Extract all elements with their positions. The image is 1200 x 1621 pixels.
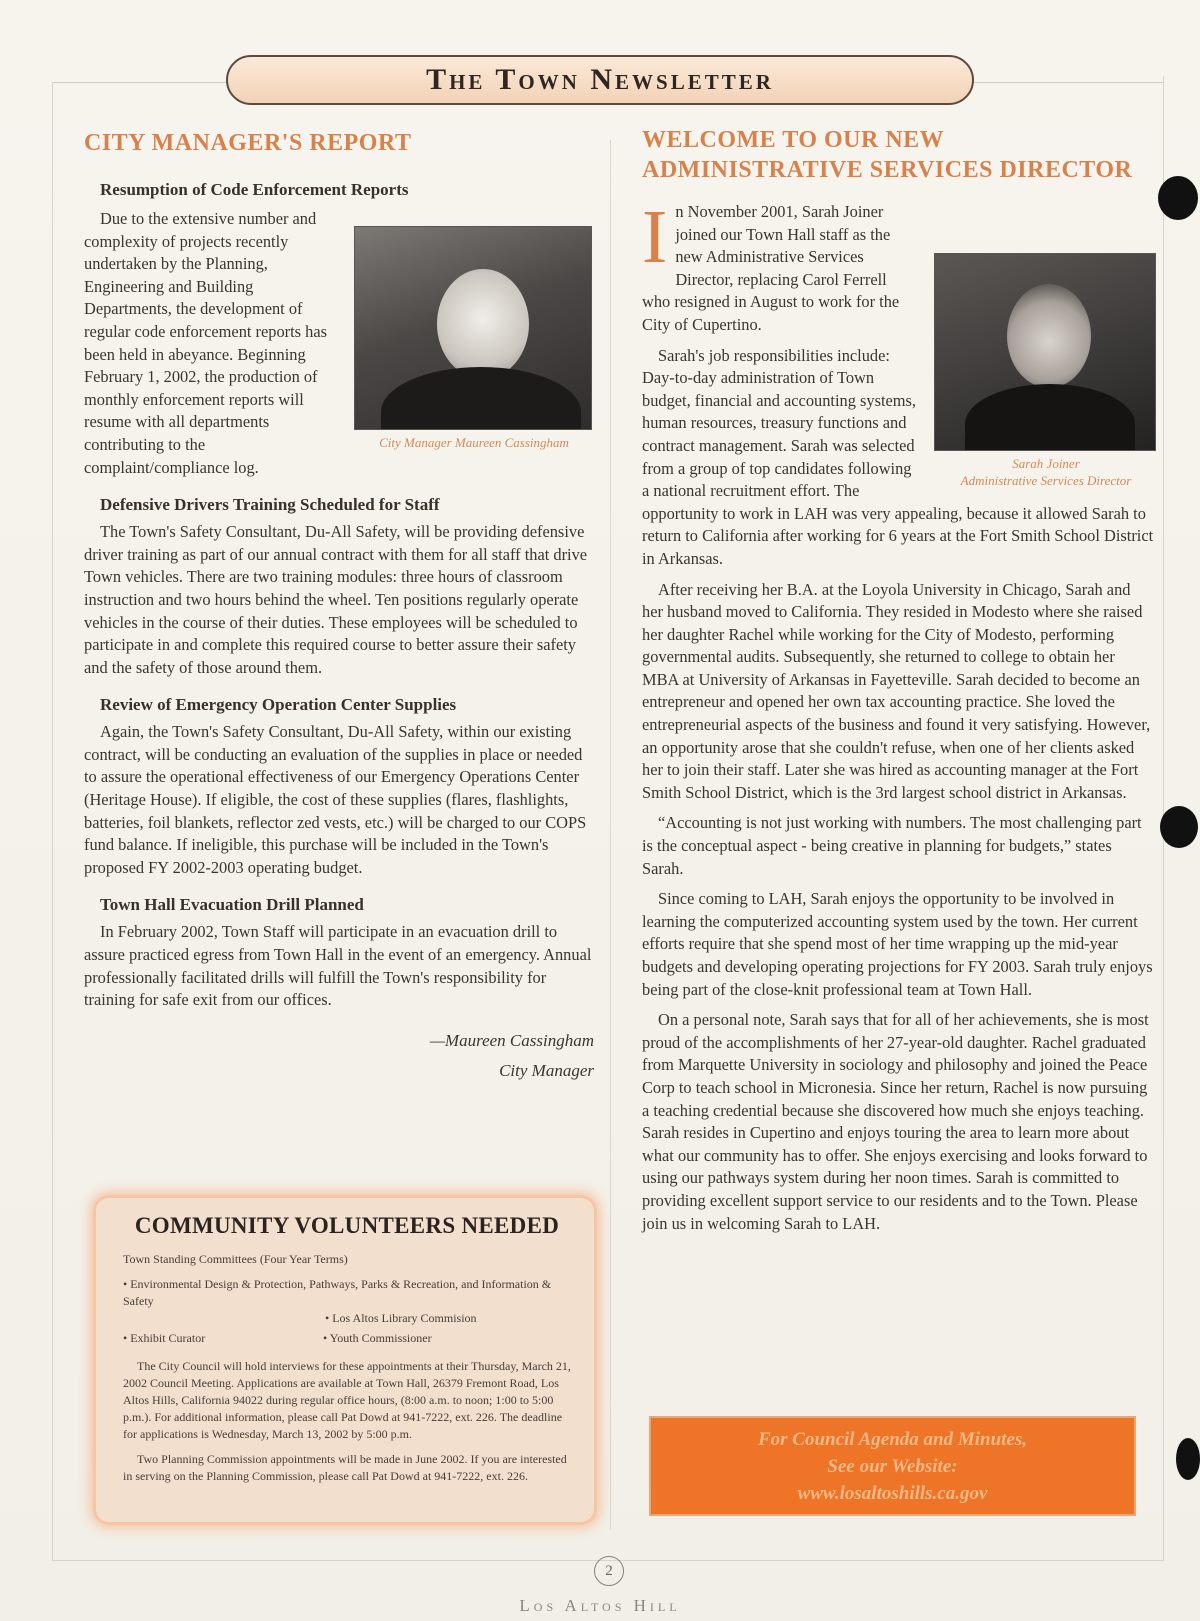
section-text: In February 2002, Town Staff will participate in an evacuation drill to assure practiced egress from Town Hall in the event of an emergency. Annual professionally facilitated drills will fulfill the Town's responsibility for training for safe exit from our offices.	[84, 922, 592, 1010]
list-item-text: Los Altos Library Commision	[332, 1311, 477, 1325]
footer-text: Los Altos Hill	[519, 1596, 681, 1615]
drop-cap: I	[642, 195, 668, 279]
portrait-face	[437, 269, 529, 379]
website-callout	[649, 1416, 1136, 1516]
city-manager-photo	[354, 226, 592, 430]
list-item: • Los Altos Library Commision	[325, 1311, 477, 1325]
welcome-paragraph: Sarah's job responsibilities include: Day-to-day administration of Town budget, financial and accounting systems, human resources, treasury functions and contract management. Sarah was selected from a group of top candidates following a national recruitment effort. The opportunity to work in LAH was very appealing, because it allowed Sarah to return to California after working for 6 years at the Fort Smith School District in Arkansas.	[642, 345, 1154, 568]
portrait-shoulders	[381, 367, 581, 430]
photo-caption-name: Sarah Joiner	[1012, 456, 1080, 471]
section-heading: Defensive Drivers Training Scheduled for Staff	[100, 495, 440, 515]
welcome-title-line1: WELCOME TO OUR NEW	[642, 127, 945, 153]
page-number: 2	[594, 1556, 624, 1586]
welcome-paragraph: n November 2001, Sarah Joiner joined our Town Hall staff as the new Administrative Services Director, replacing Carol Ferrell who resigned in August to work for the City of Cupertino.	[642, 202, 900, 334]
director-photo	[934, 253, 1156, 451]
section-heading: Review of Emergency Operation Center Supplies	[100, 695, 457, 715]
list-item-text: Youth Commissioner	[329, 1331, 432, 1345]
website-line: For Council Agenda and Minutes,	[757, 1428, 1028, 1450]
list-item-text: Exhibit Curator	[130, 1331, 206, 1345]
volunteers-paragraph: Two Planning Commission appointments will be made in June 2002. If you are interested in serving on the Planning Commission, please call Pat Dowd at 941-7222, ext. 226.	[123, 1452, 567, 1483]
city-manager-title: CITY MANAGER'S REPORT	[84, 130, 412, 156]
welcome-paragraph: On a personal note, Sarah says that for all of her achievements, she is most proud of the accomplishments of her 27-year-old daughter. Rachel graduated from Marquette University in sociology and philosophy and joined the Peace Corp to teach school in Micronesia. Since her return, Rachel is now pursuing a teaching credential because she discovered how much she enjoys teaching. Sarah resides in Cupertino and enjoys touring the area to learn more about what our community has to offer. She enjoys exercising and looks forward to using our pathways system during her noon times. Sarah is committed to providing excellent support service to our residents and to the Town. Please join us in welcoming Sarah to LAH.	[642, 1010, 1149, 1233]
binder-hole	[1176, 1438, 1200, 1480]
volunteers-subtitle: Town Standing Committees (Four Year Terms)	[123, 1252, 348, 1266]
list-item: • Exhibit Curator	[123, 1331, 206, 1345]
section-heading: Resumption of Code Enforcement Reports	[100, 180, 409, 199]
welcome-paragraph: “Accounting is not just working with numbers. The most challenging part is the conceptual aspect - being creative in planning for budgets,” states Sarah.	[642, 813, 1142, 878]
photo-caption-title: Administrative Services Director	[960, 473, 1132, 488]
welcome-column	[642, 125, 1154, 1235]
binder-hole	[1158, 176, 1198, 220]
section-text: Again, the Town's Safety Consultant, Du-All Safety, within our existing contract, will be conducting an evaluation of the supplies in place or needed to assure the operational effectiveness of our Emergency Operations Center (Heritage House). If eligible, the cost of these supplies (flares, flashlights, batteries, foil blankets, reflector zed vests, etc.) will be charged to our COPS fund balance. If ineligible, this purchase will be included in the Town's proposed FY 2002-2003 operating budget.	[84, 722, 587, 877]
section-heading: Town Hall Evacuation Drill Planned	[100, 895, 364, 915]
section-text: Due to the extensive number and complexity of projects recently undertaken by the Planning, Engineering and Building Departments, the development of regular code enforcement reports has been held in abeyance. Beginning February 1, 2002, the production of monthly enforcement reports will resume with all departments contributing to the complaint/compliance log.	[84, 209, 328, 477]
welcome-paragraph: After receiving her B.A. at the Loyola University in Chicago, Sarah and her husband moved to California. They resided in Modesto where she raised her daughter Rachel while working for the City of Modesto, performing governmental audits. Subsequently, she returned to college to obtain her MBA at University of Arkansas in Fayetteville. Sarah decided to become an entrepreneur and opened her own tax accounting practice. She loved the entrepreneurial aspects of the business and found it very satisfying. However, an opportunity arose that she couldn't refuse, when one of her clients asked her to join their staff. Later she was hired as accounting manager at the Fort Smith School District, which is the 3rd largest school district in Arkansas.	[642, 579, 1151, 802]
volunteers-list	[123, 1276, 571, 1310]
welcome-paragraph: Since coming to LAH, Sarah enjoys the opportunity to be involved in learning the computerized accounting system used by the town. Her current efforts require that she spend most of her time wrapping up the mid-year budgets and developing operating projections for FY 2003. Sarah truly enjoys being part of the close-knit professional team at Town Hall.	[642, 889, 1153, 999]
section-text: The Town's Safety Consultant, Du-All Safety, will be providing defensive driver training as part of our annual contract with them for all staff that drive Town vehicles. There are two training modules: three hours of classroom instruction and two hours behind the wheel. Ten positions regularly operate vehicles in the course of their duties. These employees will be scheduled to participate in and complete this required course to better assure their safety and the safety of those around them.	[84, 522, 588, 677]
newsletter-banner	[226, 55, 974, 105]
photo-caption: City Manager Maureen Cassingham	[379, 435, 569, 450]
binder-hole	[1160, 806, 1198, 848]
signature-title: City Manager	[499, 1060, 594, 1080]
welcome-title-line2: ADMINISTRATIVE SERVICES DIRECTOR	[642, 157, 1133, 183]
portrait-face	[1007, 284, 1091, 388]
signature-name: —Maureen Cassingham	[429, 1030, 594, 1050]
director-photo-figure	[930, 253, 1162, 489]
volunteers-box	[93, 1195, 597, 1525]
website-line: See our Website:	[827, 1455, 958, 1477]
list-item: • Environmental Design & Protection, Pathways, Parks & Recreation, and Information & Safety	[123, 1276, 571, 1310]
volunteers-title: COMMUNITY VOLUNTEERS NEEDED	[134, 1213, 560, 1238]
list-item: • Youth Commissioner	[323, 1331, 432, 1345]
volunteers-paragraph: The City Council will hold interviews for these appointments at their Thursday, March 21, 2002 Council Meeting. Applications are available at Town Hall, 26379 Fremont Road, Los Altos Hills, California 94022 during regular office hours, (8:00 a.m. to noon; 1:00 to 5:00 p.m.). For additional information, please call Pat Dowd at 941-7222, ext. 226. The deadline for applications is Wednesday, March 13, 2002 by 5:00 p.m.	[123, 1359, 571, 1441]
website-url[interactable]: www.losaltoshills.ca.gov	[797, 1482, 988, 1504]
city-manager-photo-figure	[354, 226, 594, 451]
city-manager-column	[84, 128, 594, 1086]
portrait-shoulders	[965, 384, 1135, 451]
column-divider	[610, 140, 611, 1530]
banner-title: The Town Newsletter	[426, 63, 774, 96]
frame-line	[52, 82, 53, 1560]
volunteers-list-row	[123, 1331, 571, 1346]
